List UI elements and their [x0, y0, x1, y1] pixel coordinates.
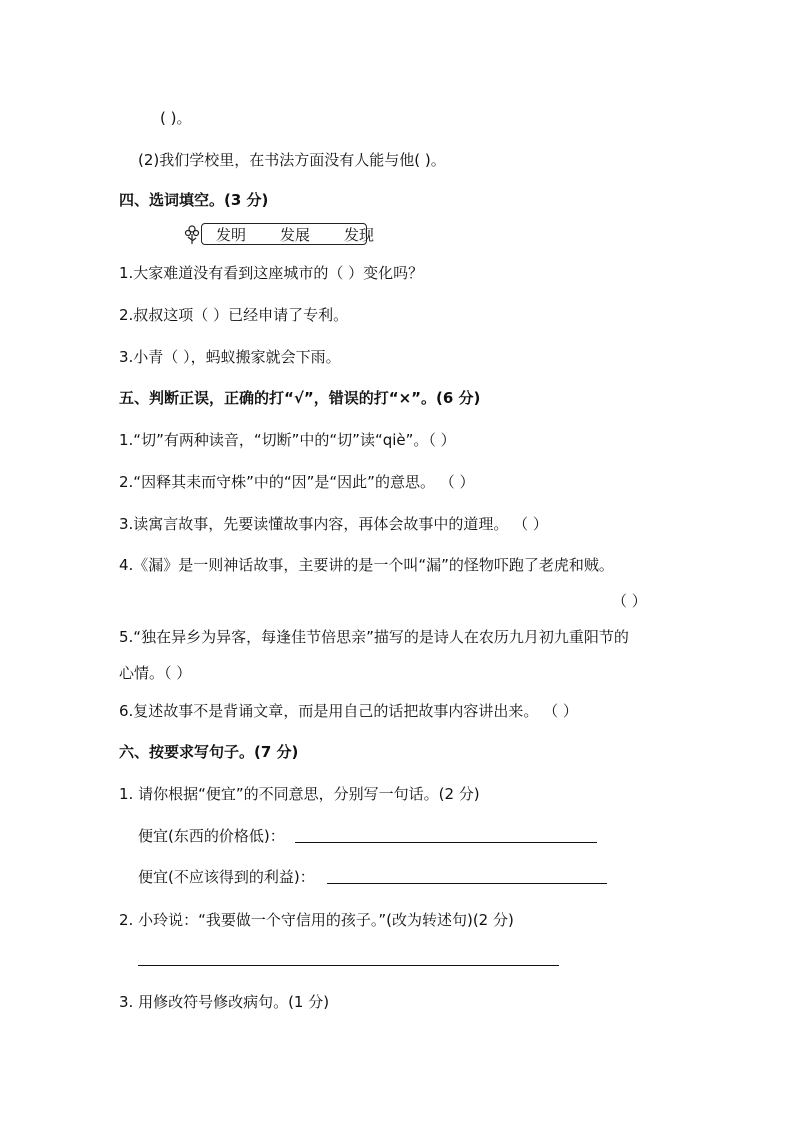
s5-question-5-cont: 心情。（ ）: [119, 664, 192, 682]
section-4-heading: 四、选词填空。(3 分): [119, 191, 269, 209]
s5-question-4: 4.《漏》是一则神话故事，主要讲的是一个叫“漏”的怪物吓跑了老虎和贼。: [119, 556, 614, 574]
prev-question-2: (2)我们学校里，在书法方面没有人能与他( )。: [138, 151, 446, 169]
word-bank-item: 发现: [344, 226, 375, 244]
s5-question-4-answer: （ ）: [612, 592, 647, 610]
s6-question-1: 1. 请你根据“便宜”的不同意思，分别写一句话。(2 分): [119, 785, 480, 803]
s4-question-1: 1.大家难道没有看到这座城市的（ ）变化吗？: [119, 264, 424, 282]
s5-question-5: 5.“独在异乡为异客，每逢佳节倍思亲”描写的是诗人在农历九月初九重阳节的: [119, 628, 629, 646]
answer-line[interactable]: [295, 842, 597, 843]
s4-question-2: 2.叔叔这项（ ）已经申请了专利。: [119, 306, 349, 324]
section-6-heading: 六、按要求写句子。(7 分): [119, 743, 299, 761]
s6-q1-line-a-label: 便宜(东西的价格低)：: [138, 827, 285, 845]
word-bank-item: 发展: [280, 226, 311, 244]
answer-line[interactable]: [138, 965, 559, 966]
s5-question-3: 3.读寓言故事，先要读懂故事内容，再体会故事中的道理。 （ ）: [119, 515, 548, 533]
section-5-heading: 五、判断正误，正确的打“√”，错误的打“×”。(6 分): [119, 389, 481, 407]
s6-q1-line-b-label: 便宜(不应该得到的利益)：: [138, 868, 315, 886]
flower-icon: [183, 224, 201, 246]
s4-question-3: 3.小青（ ），蚂蚁搬家就会下雨。: [119, 348, 341, 366]
word-bank-item: 发明: [216, 226, 247, 244]
s5-question-2: 2.“因释其耒而守株”中的“因”是“因此”的意思。 （ ）: [119, 473, 475, 491]
answer-line[interactable]: [327, 883, 607, 884]
s6-question-2: 2. 小玲说：“我要做一个守信用的孩子。”(改为转述句)(2 分): [119, 911, 514, 929]
s5-question-1: 1.“切”有两种读音，“切断”中的“切”读“qiè”。（ ）: [119, 431, 456, 449]
s5-question-6: 6.复述故事不是背诵文章，而是用自己的话把故事内容讲出来。 （ ）: [119, 702, 578, 720]
prev-answer-line: ( )。: [160, 109, 192, 127]
s6-question-3: 3. 用修改符号修改病句。(1 分): [119, 993, 330, 1011]
